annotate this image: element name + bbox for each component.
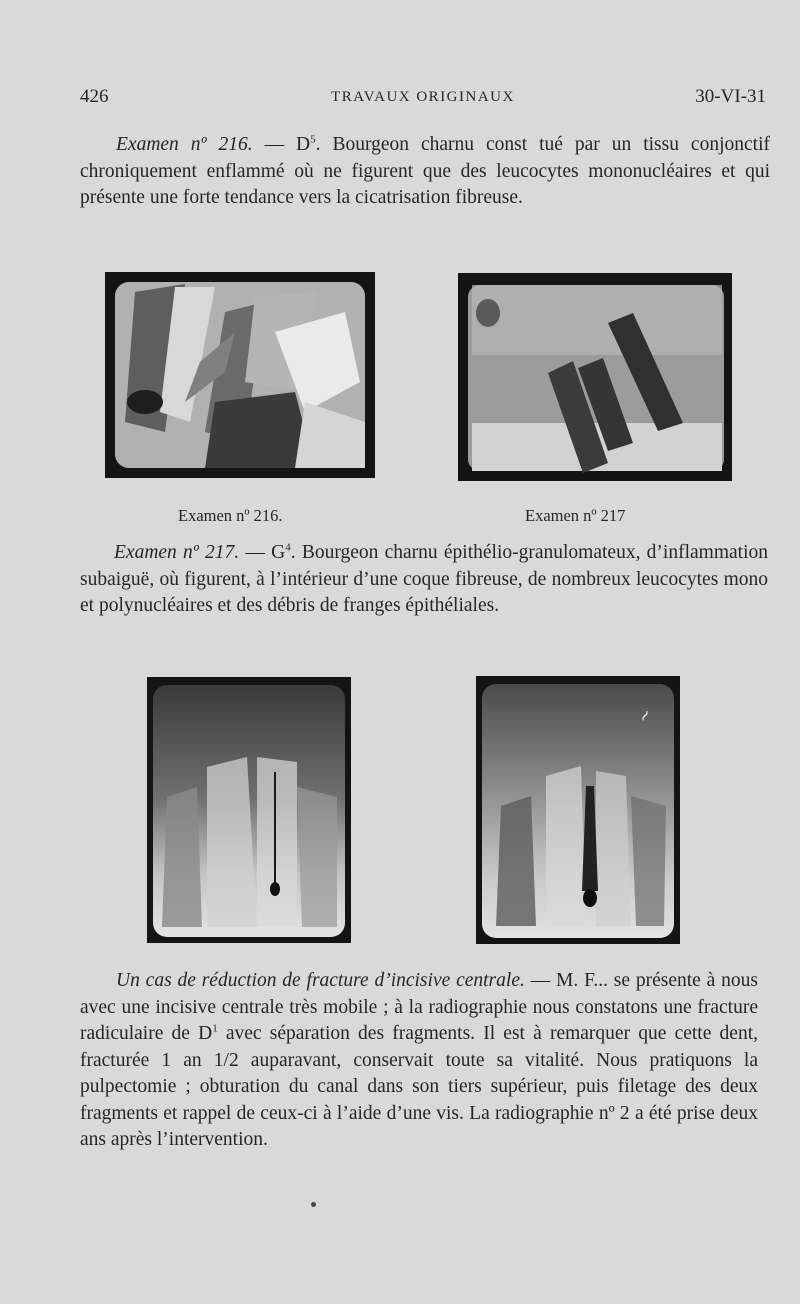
issue-date: 30-VI-31 xyxy=(695,86,766,107)
caption-exam-216: Examen nº 216. xyxy=(178,506,283,525)
page-number: 426 xyxy=(80,86,109,107)
exam-217-text: . Bourgeon charnu épithélio-granulomateux, d’inflammation subaiguë, où figurent, à l’intérieur d’une coque fibreuse, de nombreux leucocytes mono et polynucléaires et des débris de franges épithéliales. xyxy=(80,542,768,616)
exam-216-paragraph: Examen nº 216. — $D^5$. Bourgeon charnu const tué par un tissu conjonctif chroniquement enflammé où ne figurent que des leucocytes mononucléaires et qui présente une forte tendance vers la cicatrisation fibreuse. xyxy=(80,133,770,208)
xray-image-before xyxy=(147,677,351,943)
exam-217-label: Examen nº 217. xyxy=(114,542,240,563)
fracture-case-paragraph: Un cas de réduction de fracture d’incisive centrale. — M. F... se présente à nous avec une incisive centrale très mobile ; à la radiographie nous constatons une fracture radiculaire de $D^1$ avec séparation des fragments. Il est à remarquer que cette dent, fracturée 1 an 1/2 auparavant, conservait toute sa vitalité. Nous pratiquons la pulpectomie ; obturation du canal dans son tiers supérieur, puis filetage des deux fragments et rappel de ceux-ci à l’aide d’une vis. La radiographie nº 2 a été prise deux ans après l’intervention. xyxy=(80,970,758,1150)
fracture-case-title: Un cas de réduction de fracture d’incisive centrale. xyxy=(116,970,525,991)
exam-217-paragraph: Examen nº 217. — $G^4$. Bourgeon charnu épithélio-granulomateux, d’inflammation subaiguë, où figurent, à l’intérieur d’une coque fibreuse, de nombreux leucocytes mono et polynucléaires et des débris de franges épithéliales. xyxy=(80,541,768,616)
xray-image-217 xyxy=(458,273,732,481)
caption-exam-217: Examen nº 217 xyxy=(525,506,626,525)
svg-text:~: ~ xyxy=(633,704,657,726)
xray-image-216 xyxy=(105,272,375,478)
running-title: TRAVAUX ORIGINAUX xyxy=(331,89,515,105)
xray-image-after xyxy=(476,676,680,944)
exam-216-label: Examen nº 216. xyxy=(116,134,253,155)
exam-216-text: . Bourgeon charnu const tué par un tissu conjonctif chroniquement enflammé où ne figurent que des leucocytes mononucléaires et qui présente une forte tendance vers la cicatrisation fibreuse. xyxy=(80,134,770,208)
page-header xyxy=(80,86,766,114)
print-speck xyxy=(311,1202,316,1207)
